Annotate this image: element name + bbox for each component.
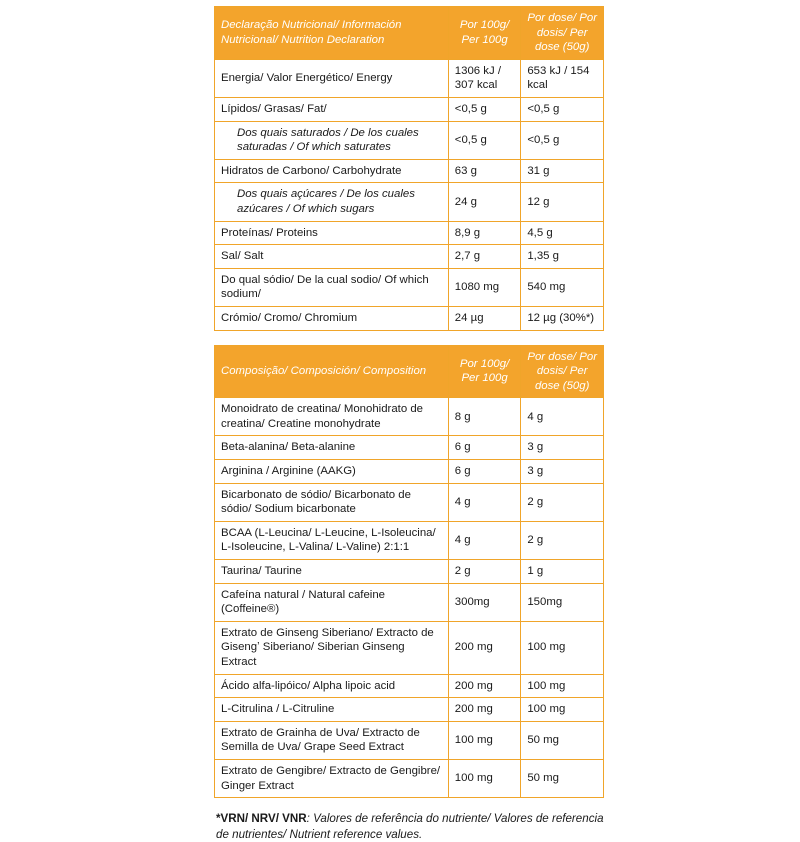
composition-row-name: Beta-alanina/ Beta-alanine xyxy=(215,436,449,460)
composition-row-value-100g: 200 mg xyxy=(448,621,521,674)
composition-row-name: Arginina / Arginine (AAKG) xyxy=(215,460,449,484)
composition-row-value-100g: 2 g xyxy=(448,560,521,584)
nutrition-table-header-row xyxy=(215,7,604,60)
nutrition-row-name: Hidratos de Carbono/ Carbohydrate xyxy=(215,159,449,183)
nutrition-row-value-dose: 12 µg (30%*) xyxy=(521,306,604,330)
composition-row-value-100g: 6 g xyxy=(448,436,521,460)
composition-row-name: Cafeína natural / Natural cafeine (Coffeine®) xyxy=(215,583,449,621)
nutrition-row-value-dose: <0,5 g xyxy=(521,121,604,159)
table-row xyxy=(215,698,604,722)
nutrition-row-value-100g: 24 µg xyxy=(448,306,521,330)
nutrition-header-name: Declaração Nutricional/ Información Nutricional/ Nutrition Declaration xyxy=(215,7,449,60)
table-row xyxy=(215,245,604,269)
nutrition-row-value-dose: 12 g xyxy=(521,183,604,221)
table-row xyxy=(215,159,604,183)
composition-row-value-100g: 100 mg xyxy=(448,721,521,759)
nutrition-declaration-table xyxy=(214,6,604,331)
nutrition-header-per-100g: Por 100g/ Per 100g xyxy=(448,7,521,60)
composition-row-value-dose: 4 g xyxy=(521,398,604,436)
composition-row-name: Extrato de Gengibre/ Extracto de Gengibre/ Ginger Extract xyxy=(215,759,449,797)
table-row xyxy=(215,183,604,221)
composition-row-name: L-Citrulina / L-Citruline xyxy=(215,698,449,722)
composition-row-value-dose: 100 mg xyxy=(521,698,604,722)
table-row xyxy=(215,674,604,698)
nutrition-row-value-dose: 31 g xyxy=(521,159,604,183)
composition-row-value-dose: 50 mg xyxy=(521,759,604,797)
nutrition-row-value-dose: 653 kJ / 154 kcal xyxy=(521,59,604,97)
table-row xyxy=(215,398,604,436)
nutrition-row-value-dose: 4,5 g xyxy=(521,221,604,245)
table-gap xyxy=(214,331,604,345)
composition-row-name: Ácido alfa-lipóico/ Alpha lipoic acid xyxy=(215,674,449,698)
composition-table xyxy=(214,345,604,799)
table-row xyxy=(215,483,604,521)
composition-row-value-dose: 2 g xyxy=(521,483,604,521)
composition-row-name: BCAA (L-Leucina/ L-Leucine, L-Isoleucina/ L-Isoleucine, L-Valina/ L-Valine) 2:1:1 xyxy=(215,521,449,559)
composition-row-value-dose: 2 g xyxy=(521,521,604,559)
composition-row-value-dose: 100 mg xyxy=(521,621,604,674)
table-row xyxy=(215,59,604,97)
nutrition-row-value-100g: <0,5 g xyxy=(448,121,521,159)
composition-row-value-100g: 8 g xyxy=(448,398,521,436)
nutrition-row-name: Do qual sódio/ De la cual sodio/ Of which sodium/ xyxy=(215,268,449,306)
nutrition-row-value-dose: <0,5 g xyxy=(521,97,604,121)
footnote-label: *VRN/ NRV/ VNR xyxy=(216,812,307,826)
composition-row-name: Monoidrato de creatina/ Monohidrato de creatina/ Creatine monohydrate xyxy=(215,398,449,436)
composition-row-value-dose: 3 g xyxy=(521,436,604,460)
table-row xyxy=(215,268,604,306)
table-row xyxy=(215,721,604,759)
composition-row-value-dose: 1 g xyxy=(521,560,604,584)
composition-row-value-dose: 3 g xyxy=(521,460,604,484)
composition-row-name: Extrato de Ginseng Siberiano/ Extracto de Gisengʼ Siberiano/ Siberian Ginseng Extract xyxy=(215,621,449,674)
composition-header-per-dose: Por dose/ Por dosis/ Per dose (50g) xyxy=(521,345,604,398)
composition-row-value-100g: 300mg xyxy=(448,583,521,621)
nutrition-row-value-100g: 8,9 g xyxy=(448,221,521,245)
nutrition-row-name: Dos quais açúcares / De los cuales azúcares / Of which sugars xyxy=(215,183,449,221)
nutrition-row-value-100g: 1080 mg xyxy=(448,268,521,306)
nutrition-row-value-100g: 2,7 g xyxy=(448,245,521,269)
composition-header-per-100g: Por 100g/ Per 100g xyxy=(448,345,521,398)
composition-row-value-dose: 100 mg xyxy=(521,674,604,698)
composition-row-value-100g: 100 mg xyxy=(448,759,521,797)
table-row xyxy=(215,221,604,245)
composition-row-name: Taurina/ Taurine xyxy=(215,560,449,584)
nutrition-header-per-dose: Por dose/ Por dosis/ Per dose (50g) xyxy=(521,7,604,60)
composition-row-value-dose: 50 mg xyxy=(521,721,604,759)
nutrition-row-value-dose: 1,35 g xyxy=(521,245,604,269)
table-row xyxy=(215,560,604,584)
composition-row-value-dose: 150mg xyxy=(521,583,604,621)
table-row xyxy=(215,621,604,674)
composition-row-value-100g: 4 g xyxy=(448,521,521,559)
composition-row-name: Extrato de Grainha de Uva/ Extracto de Semilla de Uva/ Grape Seed Extract xyxy=(215,721,449,759)
table-row xyxy=(215,121,604,159)
table-row xyxy=(215,521,604,559)
nutrition-row-name: Lípidos/ Grasas/ Fat/ xyxy=(215,97,449,121)
composition-row-value-100g: 200 mg xyxy=(448,674,521,698)
composition-row-value-100g: 4 g xyxy=(448,483,521,521)
footnote-text: : Valores de referência do nutriente/ Valores de referencia de nutrientes/ Nutrient reference values. xyxy=(216,812,604,841)
nutrition-row-name: Crómio/ Cromo/ Chromium xyxy=(215,306,449,330)
table-row xyxy=(215,97,604,121)
nutrition-row-value-100g: 24 g xyxy=(448,183,521,221)
nutrition-row-name: Dos quais saturados / De los cuales saturadas / Of which saturates xyxy=(215,121,449,159)
table-row xyxy=(215,460,604,484)
footnote xyxy=(214,811,604,842)
nutrition-row-value-100g: <0,5 g xyxy=(448,97,521,121)
composition-header-name: Composição/ Composición/ Composition xyxy=(215,345,449,398)
nutrition-row-name: Proteínas/ Proteins xyxy=(215,221,449,245)
composition-table-header-row xyxy=(215,345,604,398)
nutrition-row-name: Energia/ Valor Energético/ Energy xyxy=(215,59,449,97)
nutrition-row-value-100g: 63 g xyxy=(448,159,521,183)
nutrition-row-name: Sal/ Salt xyxy=(215,245,449,269)
composition-row-value-100g: 6 g xyxy=(448,460,521,484)
composition-row-value-100g: 200 mg xyxy=(448,698,521,722)
table-row xyxy=(215,436,604,460)
table-row xyxy=(215,306,604,330)
nutrition-row-value-100g: 1306 kJ / 307 kcal xyxy=(448,59,521,97)
composition-row-name: Bicarbonato de sódio/ Bicarbonato de sódio/ Sodium bicarbonate xyxy=(215,483,449,521)
nutrition-row-value-dose: 540 mg xyxy=(521,268,604,306)
table-row xyxy=(215,583,604,621)
table-row xyxy=(215,759,604,797)
